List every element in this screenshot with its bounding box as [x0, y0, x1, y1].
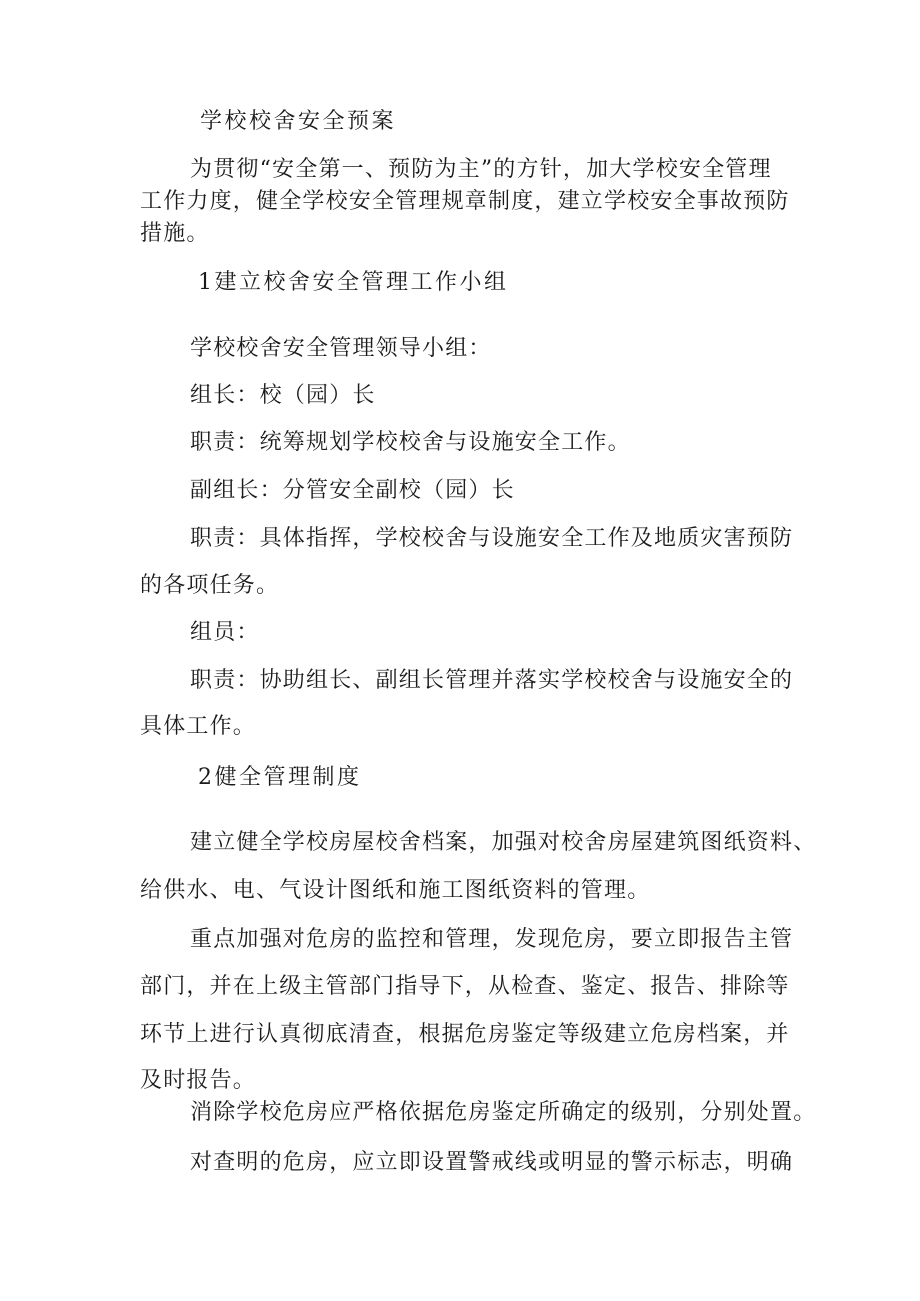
- members-duty-line-2: 具体工作。: [140, 714, 257, 739]
- deputy-duty-line-2: 的各项任务。: [140, 573, 280, 598]
- paragraph-3: 消除学校危房应严格依据危房鉴定所确定的级别，分别处置。: [190, 1100, 817, 1125]
- intro-line-3: 措施。: [140, 221, 210, 246]
- intro-line-1: 为贯彻“安全第一、预防为主”的方针，加大学校安全管理: [190, 157, 772, 182]
- paragraph-1-line-1: 建立健全学校房屋校舍档案，加强对校舍房屋建筑图纸资料、: [190, 830, 817, 855]
- section-1-heading: 1建立校舍安全管理工作小组: [198, 270, 509, 295]
- section-2-heading: 2健全管理制度: [198, 765, 362, 790]
- members-line: 组员：: [190, 620, 260, 645]
- leader-line: 组长：校（园）长: [190, 383, 376, 408]
- document-title: 学校校舍安全预案: [200, 109, 397, 134]
- leader-duty-line: 职责：统筹规划学校校舍与设施安全工作。: [190, 430, 631, 455]
- paragraph-2-line-4: 及时报告。: [140, 1068, 257, 1093]
- paragraph-4: 对查明的危房，应立即设置警戒线或明显的警示标志，明确: [190, 1150, 794, 1175]
- paragraph-2-line-3: 环节上进行认真彻底清查，根据危房鉴定等级建立危房档案，并: [140, 1022, 790, 1047]
- members-duty-line-1: 职责：协助组长、副组长管理并落实学校校舍与设施安全的: [190, 668, 794, 693]
- leadership-group-label: 学校校舍安全管理领导小组：: [190, 336, 492, 361]
- paragraph-1-line-2: 给供水、电、气设计图纸和施工图纸资料的管理。: [140, 878, 651, 903]
- paragraph-2-line-1: 重点加强对危房的监控和管理，发现危房，要立即报告主管: [190, 927, 794, 952]
- deputy-duty-line-1: 职责：具体指挥，学校校舍与设施安全工作及地质灾害预防: [190, 526, 794, 551]
- intro-line-2: 工作力度，健全学校安全管理规章制度，建立学校安全事故预防: [140, 189, 790, 214]
- deputy-leader-line: 副组长：分管安全副校（园）长: [190, 478, 515, 503]
- paragraph-2-line-2: 部门，并在上级主管部门指导下，从检查、鉴定、报告、排除等: [140, 974, 790, 999]
